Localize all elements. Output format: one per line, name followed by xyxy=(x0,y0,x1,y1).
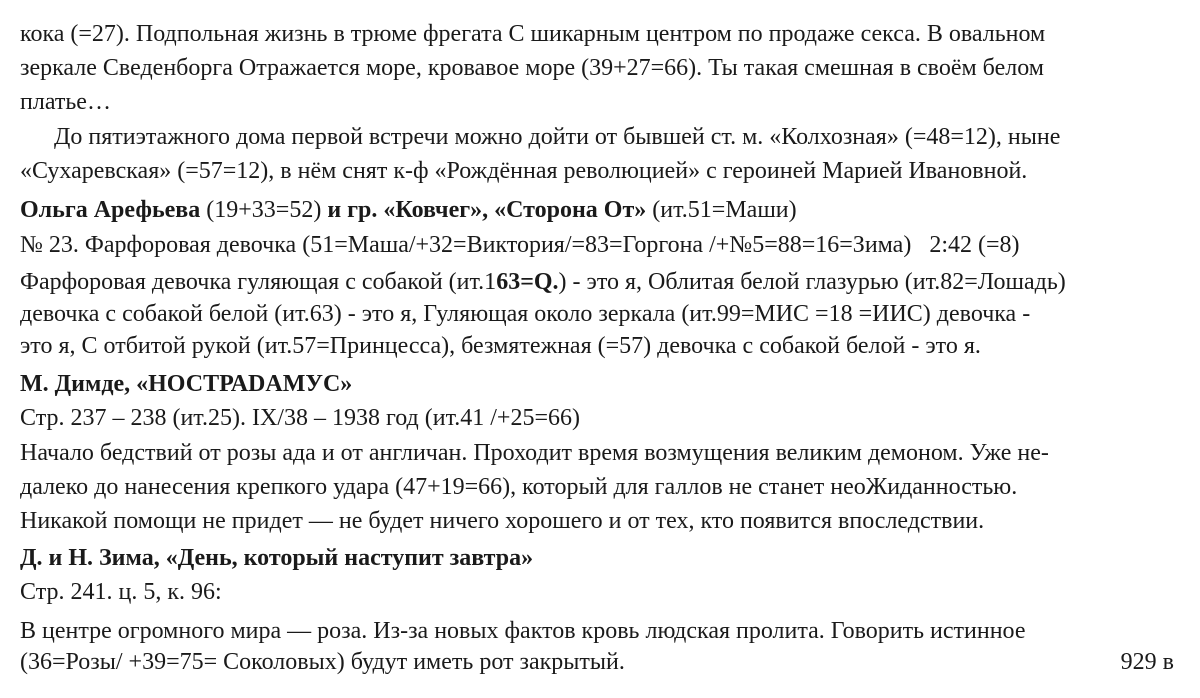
text-line: В центре огромного мира — роза. Из-за новых фактов кровь людская пролита. Говорить истинное xyxy=(20,618,1026,644)
track-line: № 23. Фарфоровая девочка (51=Маша/+32=Виктория/=83=Горгона /+№5=88=16=Зима) 2:42 (=8) xyxy=(20,232,1020,258)
text-line: Никакой помощи не придет — не будет ничего хорошего и от тех, кто появится впоследствии. xyxy=(20,508,985,534)
section-heading xyxy=(20,543,533,573)
page-number: 929 в xyxy=(1120,649,1174,675)
heading-album: и гр. «Ковчег», «Сторона От» xyxy=(327,197,647,223)
text-line: далеко до нанесения крепкого удара (47+19=66), который для галлов не станет неоЖиданностью. xyxy=(20,474,1018,500)
heading-author: Ольга Арефьева xyxy=(20,197,201,223)
section-heading xyxy=(20,195,797,225)
text-line xyxy=(20,267,1066,297)
text-line: «Сухаревская» (=57=12), в нём снят к-ф «Рождённая революцией» с героиней Марией Ивановной. xyxy=(20,158,1028,184)
text-fragment: ) - это я, Облитая белой глазурью (ит.82=Лошадь) xyxy=(558,269,1066,295)
section-heading xyxy=(20,369,352,399)
reference-line: Стр. 241. ц. 5, к. 96: xyxy=(20,579,222,605)
reference-line: Стр. 237 – 238 (ит.25). IX/38 – 1938 год (ит.41 /+25=66) xyxy=(20,405,580,431)
text-line: платье… xyxy=(20,89,111,115)
text-line: До пятиэтажного дома первой встречи можно дойти от бывшей ст. м. «Колхозная» (=48=12), ныне xyxy=(54,124,1061,150)
heading-text: Д. и Н. Зима, «День, который наступит завтра» xyxy=(20,545,534,571)
document-page xyxy=(20,0,1190,698)
bold-fragment: 63=Q. xyxy=(496,269,559,295)
heading-numbers: (19+33=52) xyxy=(200,197,328,223)
text-line: (36=Розы/ +39=75= Соколовых) будут иметь рот закрытый. xyxy=(20,649,625,675)
text-fragment: Фарфоровая девочка гуляющая с собакой (ит.1 xyxy=(20,269,497,295)
heading-sum: (ит.51=Маши) xyxy=(646,197,797,223)
text-line: это я, С отбитой рукой (ит.57=Принцесса), безмятежная (=57) девочка с собакой белой - это я. xyxy=(20,333,981,359)
text-line: кока (=27). Подпольная жизнь в трюме фрегата С шикарным центром по продаже секса. В овальном xyxy=(20,21,1046,47)
text-line: девочка с собакой белой (ит.63) - это я, Гуляющая около зеркала (ит.99=МИС =18 =ИИС) девочка - xyxy=(20,301,1031,327)
text-line: Начало бедствий от розы ада и от англичан. Проходит время возмущения великим демоном. Уже не- xyxy=(20,440,1049,466)
heading-text: М. Димде, «НОСТРАDAMУС» xyxy=(20,371,353,397)
text-line: зеркале Сведенборга Отражается море, кровавое море (39+27=66). Ты такая смешная в своём белом xyxy=(20,55,1044,81)
